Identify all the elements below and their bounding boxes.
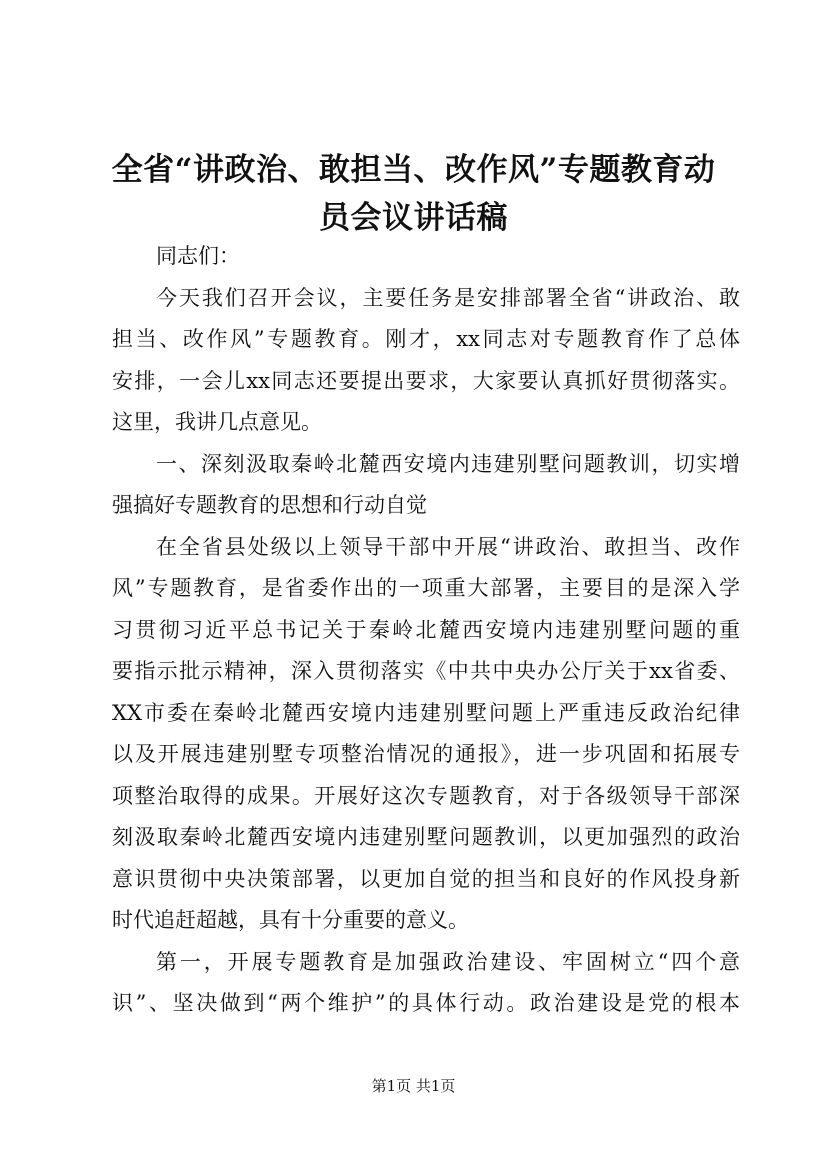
paragraph-line: 刻汲取秦岭北麓西安境内违建别墅问题教训，以更加强烈的政治 [112, 825, 740, 849]
paragraph-line: 项整治取得的成果。开展好这次专题教育，对于各级领导干部深 [112, 783, 740, 808]
paragraph-line: 担当、改作风”专题教育。刚才，xx同志对专题教育作了总体 [112, 327, 740, 351]
paragraph [112, 527, 740, 942]
paragraph-line: 意识贯彻中央决策部署，以更加自觉的担当和良好的作风投身新 [112, 866, 740, 891]
paragraph-line: 习贯彻习近平总书记关于秦岭北麓西安境内违建别墅问题的重 [112, 617, 740, 642]
paragraph-line: 要指示批示精神，深入贯彻落实《中共中央办公厅关于xx省委、 [112, 659, 740, 683]
title-line-1: 全省“讲政治、敢担当、改作风”专题教育动 [111, 152, 716, 188]
paragraph-line: XX市委在秦岭北麓西安境内违建别墅问题上严重违反政治纪律 [112, 700, 740, 725]
document-body [112, 236, 740, 1025]
title-line-2: 员会议讲话稿 [319, 200, 508, 236]
paragraph [112, 278, 740, 444]
paragraph-line: 强搞好专题教育的思想和行动自觉 [112, 493, 427, 517]
paragraph-line: 时代追赶超越，具有十分重要的意义。 [112, 908, 469, 932]
paragraph-line: 安排，一会儿xx同志还要提出要求，大家要认真抓好贯彻落实。 [112, 368, 740, 393]
paragraph-line: 风”专题教育，是省委作出的一项重大部署，主要目的是深入学 [112, 576, 740, 600]
paragraph-line: 同志们： [156, 244, 240, 268]
paragraph-line: 识”、坚决做到“两个维护”的具体行动。政治建设是党的根本 [112, 991, 740, 1015]
paragraph-line: 这里，我讲几点意见。 [112, 410, 322, 434]
paragraph [112, 444, 740, 527]
paragraph-line: 第一，开展专题教育是加强政治建设、牢固树立“四个意 [156, 949, 740, 974]
paragraph-line: 以及开展违建别墅专项整治情况的通报》，进一步巩固和拓展专 [112, 742, 740, 766]
paragraph [112, 942, 740, 1025]
paragraph [112, 236, 740, 278]
paragraph-line: 今天我们召开会议，主要任务是安排部署全省“讲政治、敢 [156, 285, 740, 310]
document-title [100, 146, 727, 242]
paragraph-line: 在全省县处级以上领导干部中开展“讲政治、敢担当、改作 [156, 534, 740, 559]
page-footer: 第1页 共1页 [371, 1077, 456, 1095]
paragraph-line: 一、深刻汲取秦岭北麓西安境内违建别墅问题教训，切实增 [156, 451, 740, 476]
